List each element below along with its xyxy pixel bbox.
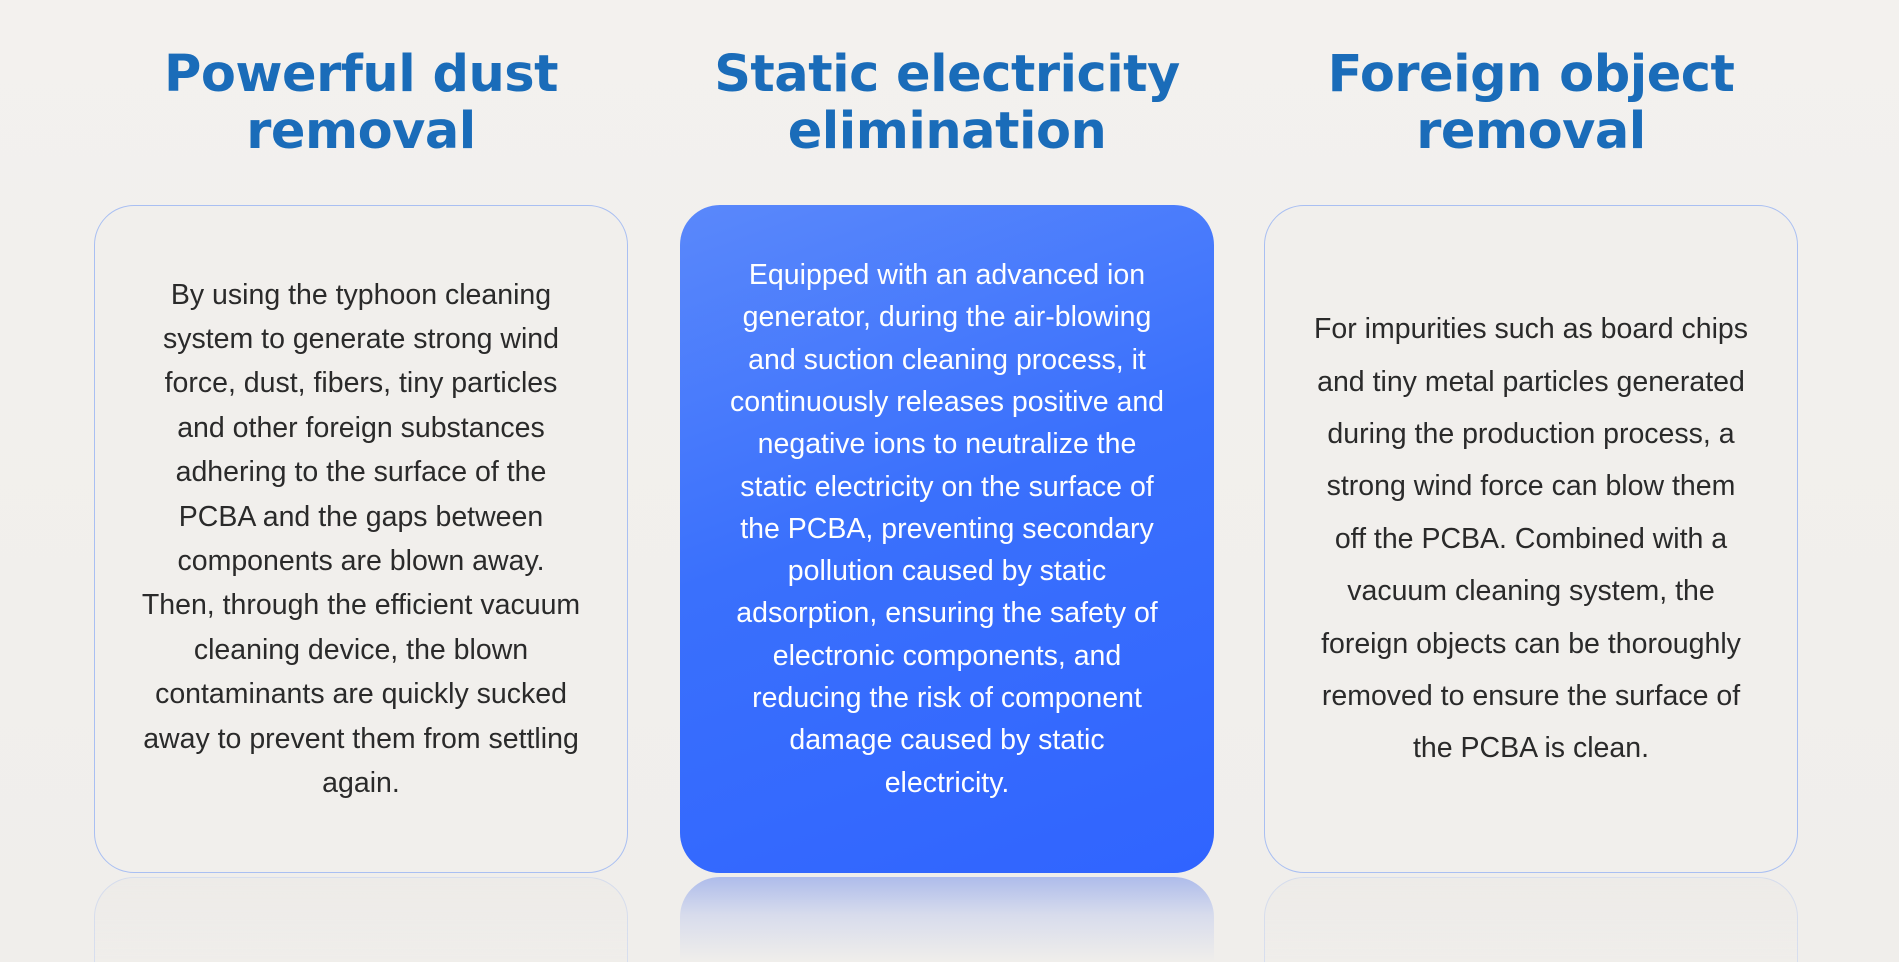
card-reflection [680, 877, 1214, 962]
feature-title-dust-removal: Powerful dust removal [163, 45, 559, 161]
card-reflection [94, 877, 628, 962]
feature-description: By using the typhoon cleaning system to generate strong wind force, dust, fibers, tiny particles and other foreign substances adhering to the surface of the PCBA and the gaps between components are blown away. Then, through the efficient vacuum cleaning device, the blown contaminants are quickly sucked away to prevent them from settling again. [141, 278, 581, 800]
feature-card-dust-removal [94, 205, 628, 873]
feature-description: For impurities such as board chips and tiny metal particles generated during the production process, a strong wind force can blow them off the PCBA. Combined with a vacuum cleaning system, the foreign objects can be thoroughly removed to ensure the surface of the PCBA is clean. [1313, 313, 1748, 765]
feature-card-static-elimination [680, 205, 1214, 873]
feature-description: Equipped with an advanced ion generator, during the air-blowing and suction cleaning process, it continuously releases positive and negative ions to neutralize the static electricity on the surface of the PCBA, preventing secondary pollution caused by static adsorption, ensuring the safety of electronic components, and reducing the risk of component damage caused by static electricity. [729, 259, 1165, 799]
feature-title-foreign-object-removal: Foreign object removal [1327, 45, 1735, 161]
card-reflection [1264, 877, 1798, 962]
feature-card-foreign-object-removal [1264, 205, 1798, 873]
feature-title-static-elimination: Static electricity elimination [714, 45, 1180, 161]
